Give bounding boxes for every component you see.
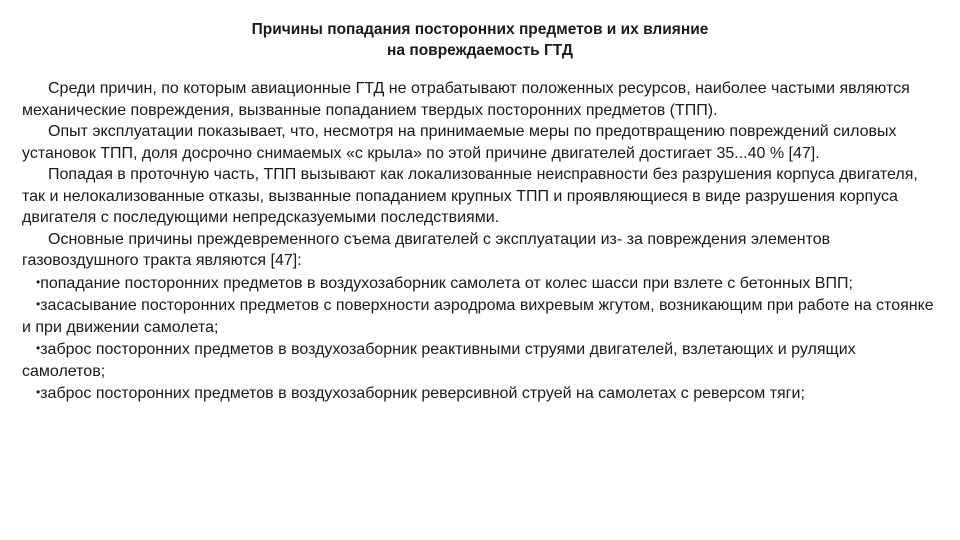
paragraph-1: Среди причин, по которым авиационные ГТД не отрабатывают положенных ресурсов, наиболее частыми являются механические повреждения, вызванные попаданием твердых посторонних предметов (ТПП). — [22, 80, 910, 119]
bullet-item-1 — [22, 272, 934, 295]
bullet-item-2 — [22, 294, 934, 338]
paragraph-2: Опыт эксплуатации показывает, что, несмотря на принимаемые меры по предотвращению повреждений силовых установок ТПП, доля досрочно снимаемых «с крыла» по этой причине двигателей достигает 35...40 % [47]. — [22, 123, 897, 162]
paragraph-3: Попадая в проточную часть, ТПП вызывают как локализованные неисправности без разрушения корпуса двигателя, так и нелокализованные отказы, вызванные попаданием крупных ТПП и проявляющиеся в виде разрушения корпуса двигателя с последующими непредсказуемыми последствиями. — [22, 166, 918, 226]
bullet-item-4 — [22, 382, 934, 405]
title-line-2: на повреждаемость ГТД — [387, 42, 573, 59]
bullet-text: засасывание посторонних предметов с поверхности аэродрома вихревым жгутом, возникающим при работе на стоянке и при движении самолета; — [22, 297, 934, 336]
title-line-1: Причины попадания посторонних предметов и их влияние — [251, 21, 709, 38]
bullet-text: попадание посторонних предметов в воздухозаборник самолета от колес шасси при взлете с бетонных ВПП; — [40, 274, 853, 292]
slide-title — [0, 19, 960, 61]
bullet-icon: • — [36, 385, 41, 399]
slide-body — [22, 78, 934, 405]
bullet-text: заброс посторонних предметов в воздухозаборник реактивными струями двигателей, взлетающих и рулящих самолетов; — [22, 341, 856, 380]
bullet-icon: • — [36, 297, 41, 311]
bullet-text: заброс посторонних предметов в воздухозаборник реверсивной струей на самолетах с реверсом тяги; — [40, 385, 805, 402]
bullet-icon: • — [36, 274, 41, 289]
bullet-icon: • — [36, 341, 41, 355]
paragraph-4: Основные причины преждевременного съема двигателей с эксплуатации из- за повреждения элементов газовоздушного тракта являются [47]: — [22, 230, 831, 269]
bullet-item-3 — [22, 338, 934, 382]
